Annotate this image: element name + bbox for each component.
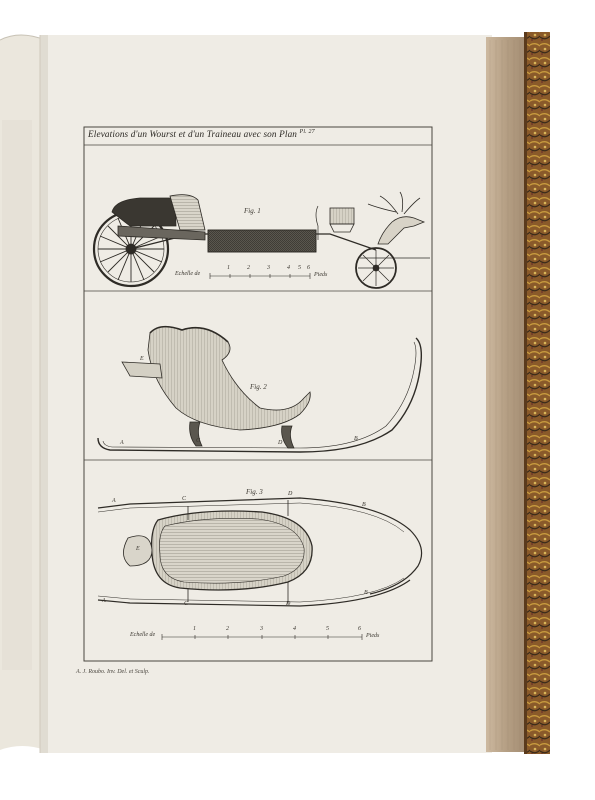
fig3-letter: E xyxy=(136,546,140,552)
fig3-letter: A xyxy=(112,498,116,504)
scale2-tick: 6 xyxy=(358,626,361,632)
scale2-tick: 4 xyxy=(293,626,296,632)
scale1-tick: 4 xyxy=(287,265,290,271)
fig2-label: Fig. 2 xyxy=(250,383,267,391)
plate-number: Pl. 27 xyxy=(299,129,315,135)
scale2-tick: 2 xyxy=(226,626,229,632)
plate-title xyxy=(88,129,430,143)
scale2-unit: Pieds xyxy=(366,633,380,639)
fig2-letter: A xyxy=(120,440,124,446)
fig3-letter: A xyxy=(102,598,106,604)
engraver-credit: A. J. Roubo. Inv. Del. et Sculp. xyxy=(76,669,150,675)
scale1-label: Echelle de xyxy=(175,271,201,277)
fig2-letter: E xyxy=(140,356,144,362)
fig3-letter: D xyxy=(286,601,291,607)
scale2-label: Echelle de xyxy=(130,632,156,638)
fig3-letter: B xyxy=(364,590,368,596)
fig3-letter: B xyxy=(362,502,366,508)
scale1-tick: 1 xyxy=(227,265,230,271)
marbled-binding xyxy=(524,32,550,754)
scale1-unit: Pieds xyxy=(314,272,328,278)
scale2-tick: 5 xyxy=(326,626,329,632)
fig2-letter: B xyxy=(354,436,358,442)
scale1-tick: 6 xyxy=(307,265,310,271)
scale1-tick: 3 xyxy=(267,265,270,271)
plate-title-text: Elevations d'un Wourst et d'un Traineau avec son Plan xyxy=(88,129,298,140)
fig3-letter: C xyxy=(182,496,187,502)
fig2-letter: C xyxy=(196,438,201,444)
fig2-letter: D xyxy=(278,440,283,446)
fig3-letter: C xyxy=(184,601,189,607)
scale1-tick: 2 xyxy=(247,265,250,271)
scale2-tick: 3 xyxy=(260,626,263,632)
scale1-tick: 5 xyxy=(298,265,301,271)
scale2-tick: 1 xyxy=(193,626,196,632)
fig3-letter: D xyxy=(288,491,293,497)
fig3-label: Fig. 3 xyxy=(246,488,263,496)
fig1-label: Fig. 1 xyxy=(244,207,261,215)
